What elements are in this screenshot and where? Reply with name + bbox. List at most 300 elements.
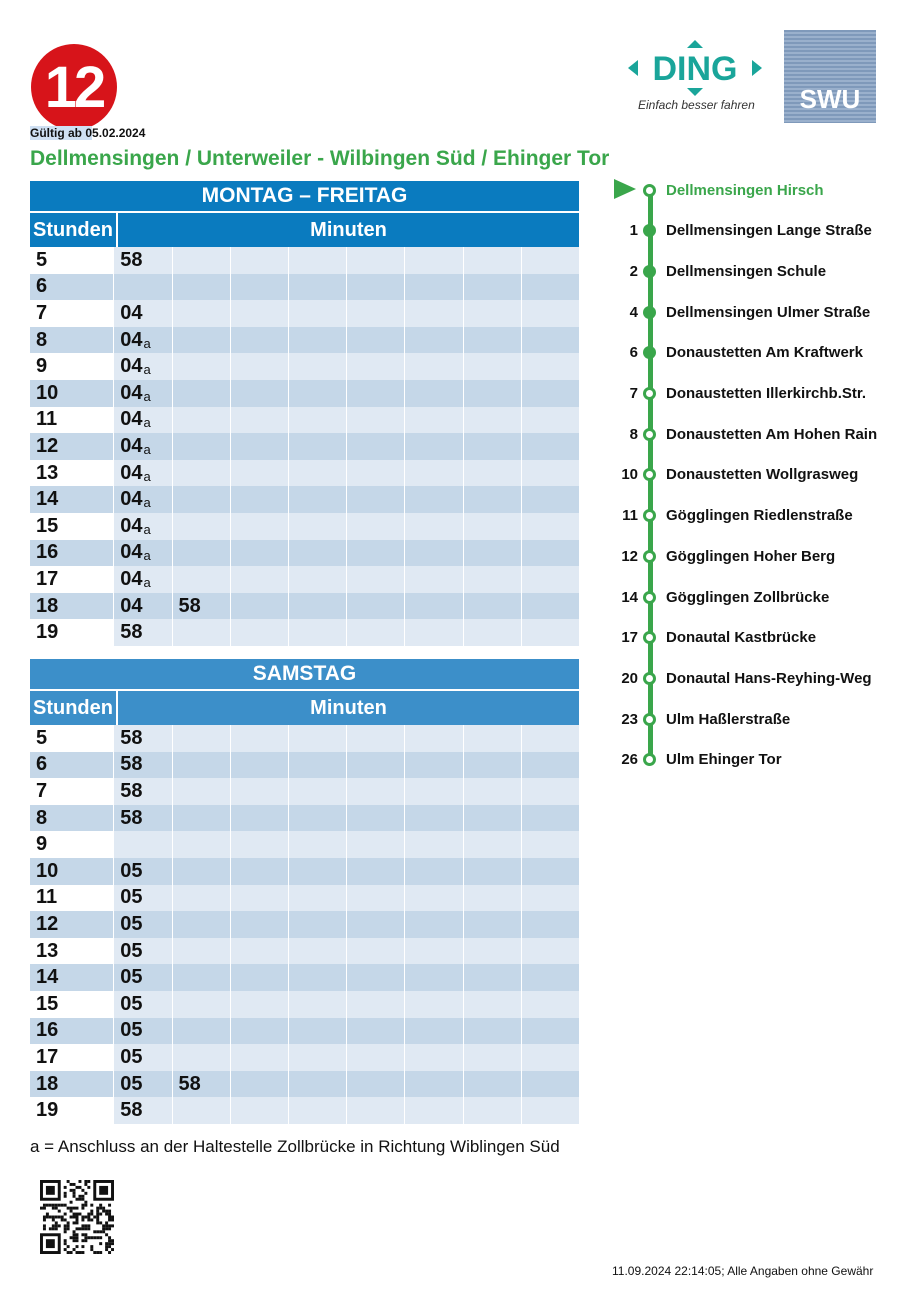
- minute-cell: [463, 274, 521, 301]
- minute-cell: [521, 1097, 579, 1124]
- minute-cell: [404, 778, 462, 805]
- stop-minutes: 20: [621, 669, 638, 687]
- stop-marker-icon: [643, 631, 656, 644]
- hour-cell: 13: [30, 460, 113, 487]
- minute-cell: [346, 805, 404, 832]
- minute-cell: 05: [113, 1071, 171, 1098]
- minute-cell: [404, 513, 462, 540]
- minute-cell: 58: [113, 619, 171, 646]
- minute-cell: [288, 752, 346, 779]
- minute-cell: [346, 327, 404, 354]
- stop-marker-icon: [643, 346, 656, 359]
- minute-cell: [463, 407, 521, 434]
- stop-item: [612, 219, 872, 243]
- minute-cell: [172, 247, 230, 274]
- hour-cell: 17: [30, 1044, 113, 1071]
- minute-cell: [404, 991, 462, 1018]
- minute-cell: [521, 885, 579, 912]
- timetable-row: [30, 725, 579, 752]
- minute-cell: [521, 911, 579, 938]
- minute-cell: [230, 407, 288, 434]
- timetable-row: [30, 300, 579, 327]
- minute-cell: [404, 274, 462, 301]
- minute-cell: [288, 1044, 346, 1071]
- stop-item: [612, 341, 863, 365]
- minute-cell: [521, 964, 579, 991]
- minute-cell: [346, 353, 404, 380]
- minute-cell: [346, 274, 404, 301]
- minute-cell: [230, 540, 288, 567]
- minute-cell: [404, 593, 462, 620]
- minute-cell: [521, 1044, 579, 1071]
- minute-cell: [230, 1097, 288, 1124]
- hour-cell: 16: [30, 540, 113, 567]
- minute-cell: [230, 566, 288, 593]
- minute-cell: [404, 725, 462, 752]
- line-number-badge: 12: [31, 44, 117, 130]
- stop-minutes: 4: [629, 303, 638, 321]
- minute-cell: [230, 327, 288, 354]
- minute-cell: [521, 938, 579, 965]
- footnote: a = Anschluss an der Haltestelle Zollbrücke in Richtung Wiblingen Süd: [30, 1137, 560, 1156]
- stop-name: Donaustetten Wollgrasweg: [666, 466, 859, 484]
- minute-cell: [346, 486, 404, 513]
- minute-cell: [230, 619, 288, 646]
- minute-cell: 04: [113, 593, 171, 620]
- qr-code-icon: [40, 1180, 114, 1254]
- stop-marker-icon: [643, 509, 656, 522]
- minute-cell: [346, 911, 404, 938]
- minute-cell: [230, 778, 288, 805]
- stop-item: [612, 585, 830, 609]
- minute-cell: 58: [113, 805, 171, 832]
- minute-cell: 58: [113, 1097, 171, 1124]
- footnote-marker: a: [143, 441, 151, 457]
- minute-cell: 05: [113, 885, 171, 912]
- hour-cell: 5: [30, 247, 113, 274]
- minute-cell: [404, 858, 462, 885]
- minute-cell: [230, 1018, 288, 1045]
- minute-cell: [521, 433, 579, 460]
- hour-cell: 8: [30, 327, 113, 354]
- ding-text: DING: [652, 50, 738, 88]
- minute-cell: [404, 486, 462, 513]
- minute-cell: [521, 593, 579, 620]
- stop-minutes: 12: [621, 547, 638, 565]
- minute-cell: [346, 433, 404, 460]
- minute-cell: [463, 486, 521, 513]
- minute-cell: [230, 725, 288, 752]
- minute-cell: [288, 566, 346, 593]
- minute-cell: [288, 725, 346, 752]
- route-title: Dellmensingen / Unterweiler - Wilbingen Süd / Ehinger Tor: [30, 147, 610, 170]
- minute-cell: 05: [113, 1044, 171, 1071]
- stop-minutes: 14: [621, 588, 638, 606]
- stop-item: [612, 382, 867, 406]
- minute-cell: [288, 805, 346, 832]
- minute-cell: [172, 1018, 230, 1045]
- stop-item: [612, 463, 859, 487]
- minute-cell: [463, 752, 521, 779]
- minute-cell: [288, 247, 346, 274]
- stop-item: [612, 544, 836, 568]
- minute-cell: [463, 1097, 521, 1124]
- minute-cell: [288, 858, 346, 885]
- footnote-marker: a: [143, 574, 151, 590]
- stop-item: [612, 504, 853, 528]
- stop-name: Ulm Haßlerstraße: [666, 710, 791, 728]
- stop-name: Gögglingen Riedlenstraße: [666, 507, 853, 525]
- minute-cell: [521, 778, 579, 805]
- stop-item: [612, 422, 878, 446]
- minute-cell: [113, 831, 171, 858]
- hour-cell: 7: [30, 300, 113, 327]
- minute-cell: [230, 300, 288, 327]
- minute-cell: [288, 1071, 346, 1098]
- minute-cell: 04: [113, 300, 171, 327]
- minute-cell: [172, 964, 230, 991]
- minute-cell: [230, 1044, 288, 1071]
- minute-cell: [288, 1018, 346, 1045]
- hour-cell: 5: [30, 725, 113, 752]
- minute-cell: [404, 247, 462, 274]
- minute-cell: [230, 460, 288, 487]
- minute-cell: [172, 486, 230, 513]
- minute-cell: [172, 752, 230, 779]
- minute-cell: [172, 566, 230, 593]
- stop-name: Donautal Kastbrücke: [666, 629, 817, 647]
- minute-cell: [172, 911, 230, 938]
- timetable-row: [30, 831, 579, 858]
- minute-cell: [521, 327, 579, 354]
- stop-item: [612, 748, 782, 772]
- minute-cell: [463, 380, 521, 407]
- minute-cell: [346, 300, 404, 327]
- stop-name: Gögglingen Hoher Berg: [666, 547, 836, 565]
- minute-cell: [113, 274, 171, 301]
- timetable-row: [30, 274, 579, 301]
- minute-cell: [230, 938, 288, 965]
- hour-cell: 11: [30, 407, 113, 434]
- hour-cell: 17: [30, 566, 113, 593]
- minute-cell: [230, 858, 288, 885]
- minute-cell: [346, 513, 404, 540]
- stop-minutes: 26: [621, 751, 638, 769]
- footnote-marker: a: [143, 335, 151, 351]
- hour-cell: 12: [30, 433, 113, 460]
- timetable-row: [30, 778, 579, 805]
- stop-minutes: 7: [629, 385, 638, 402]
- stop-minutes: 10: [621, 466, 638, 484]
- minute-cell: [288, 300, 346, 327]
- minute-cell: [230, 353, 288, 380]
- timetable-row: [30, 433, 579, 460]
- stop-marker-icon: [643, 184, 656, 197]
- stop-marker-icon: [643, 387, 656, 400]
- minute-cell: 05: [113, 964, 171, 991]
- minute-cell: [463, 1044, 521, 1071]
- minute-cell: [172, 513, 230, 540]
- hour-cell: 7: [30, 778, 113, 805]
- valid-from: Gültig ab 05.02.2024: [30, 126, 146, 140]
- minute-cell: [521, 353, 579, 380]
- stop-minutes: 2: [629, 262, 638, 280]
- hour-cell: 11: [30, 885, 113, 912]
- hour-cell: 9: [30, 353, 113, 380]
- minute-cell: [404, 380, 462, 407]
- timetable-row: [30, 513, 579, 540]
- minute-cell: [288, 1097, 346, 1124]
- footnote-marker: a: [143, 388, 151, 404]
- minute-cell: [404, 885, 462, 912]
- stop-name: Ulm Ehinger Tor: [666, 751, 782, 769]
- minute-cell: [230, 247, 288, 274]
- minute-cell: [230, 911, 288, 938]
- minute-cell: [346, 407, 404, 434]
- minute-cell: [288, 460, 346, 487]
- swu-logo: SWU: [784, 30, 876, 123]
- minute-cell: [172, 991, 230, 1018]
- minute-cell: [404, 831, 462, 858]
- timetable-row: [30, 486, 579, 513]
- minute-cell: [288, 991, 346, 1018]
- hour-cell: 6: [30, 752, 113, 779]
- ding-logo: [626, 38, 764, 98]
- minute-cell: [404, 300, 462, 327]
- minute-cell: [230, 433, 288, 460]
- stop-item: [612, 300, 871, 324]
- minute-cell: [172, 619, 230, 646]
- hour-cell: 15: [30, 991, 113, 1018]
- minute-cell: 04 $_a$: [113, 433, 171, 460]
- minute-cell: [521, 274, 579, 301]
- hour-cell: 13: [30, 938, 113, 965]
- hour-cell: 10: [30, 858, 113, 885]
- timetable-row: [30, 885, 579, 912]
- timetable-row: [30, 353, 579, 380]
- minute-cell: [172, 885, 230, 912]
- minute-cell: [463, 460, 521, 487]
- stop-minutes: 8: [629, 425, 638, 443]
- minute-cell: [346, 831, 404, 858]
- stop-name: Dellmensingen Schule: [666, 262, 827, 280]
- minute-cell: [463, 1071, 521, 1098]
- footnote-marker: a: [143, 495, 151, 511]
- minute-cell: 04 $_a$: [113, 353, 171, 380]
- minute-cell: [404, 1071, 462, 1098]
- timetable-row: [30, 407, 579, 434]
- minute-cell: [230, 964, 288, 991]
- minute-cell: [346, 778, 404, 805]
- minute-cell: [463, 540, 521, 567]
- minutes-header: Minuten: [118, 691, 579, 725]
- minute-cell: [463, 858, 521, 885]
- footnote-marker: a: [143, 468, 151, 484]
- minute-cell: 58: [113, 725, 171, 752]
- minute-cell: [172, 327, 230, 354]
- timetable-row: [30, 380, 579, 407]
- minute-cell: [288, 353, 346, 380]
- minute-cell: 58: [172, 593, 230, 620]
- minute-cell: [404, 566, 462, 593]
- minute-cell: [404, 540, 462, 567]
- stop-marker-icon: [643, 550, 656, 563]
- minute-cell: [288, 885, 346, 912]
- weekday-timetable: [30, 181, 579, 646]
- stop-name: Dellmensingen Ulmer Straße: [666, 303, 871, 321]
- minute-cell: [346, 619, 404, 646]
- saturday-heading: SAMSTAG: [30, 659, 579, 689]
- footnote-marker: a: [143, 521, 151, 537]
- stop-minutes: 1: [629, 222, 638, 240]
- minute-cell: [521, 858, 579, 885]
- minute-cell: [288, 831, 346, 858]
- minute-cell: [288, 380, 346, 407]
- minute-cell: [172, 778, 230, 805]
- hour-cell: 14: [30, 486, 113, 513]
- stop-name: Donaustetten Am Hohen Rain: [666, 425, 878, 443]
- stop-name: Donaustetten Illerkirchb.Str.: [666, 385, 867, 402]
- minute-cell: [404, 433, 462, 460]
- minute-cell: 04 $_a$: [113, 486, 171, 513]
- minute-cell: [172, 938, 230, 965]
- stop-name: Donaustetten Am Kraftwerk: [666, 344, 863, 362]
- timetable-row: [30, 619, 579, 646]
- minute-cell: [521, 619, 579, 646]
- minute-cell: [288, 433, 346, 460]
- hour-cell: 18: [30, 1071, 113, 1098]
- minute-cell: [172, 407, 230, 434]
- minute-cell: [521, 407, 579, 434]
- minute-cell: [346, 540, 404, 567]
- minute-cell: [463, 433, 521, 460]
- minute-cell: [404, 938, 462, 965]
- minute-cell: [172, 460, 230, 487]
- minute-cell: [288, 619, 346, 646]
- minute-cell: [230, 274, 288, 301]
- minute-cell: [230, 513, 288, 540]
- minute-cell: [230, 486, 288, 513]
- minute-cell: 04 $_a$: [113, 566, 171, 593]
- hour-cell: 10: [30, 380, 113, 407]
- hour-cell: 8: [30, 805, 113, 832]
- timetable-row: [30, 1097, 579, 1124]
- minute-cell: [521, 566, 579, 593]
- stop-item: [612, 626, 817, 650]
- minute-cell: [521, 460, 579, 487]
- minute-cell: [463, 327, 521, 354]
- minute-cell: [404, 353, 462, 380]
- minute-cell: 04 $_a$: [113, 407, 171, 434]
- stop-item: [612, 666, 872, 690]
- stop-name: Dellmensingen Hirsch: [666, 181, 824, 199]
- minute-cell: [346, 885, 404, 912]
- minute-cell: [404, 460, 462, 487]
- stop-name: Dellmensingen Lange Straße: [666, 222, 872, 240]
- stop-marker-icon: [643, 224, 656, 237]
- timetable-row: [30, 566, 579, 593]
- minute-cell: [521, 831, 579, 858]
- minute-cell: [288, 327, 346, 354]
- minute-cell: [346, 858, 404, 885]
- minute-cell: [230, 991, 288, 1018]
- minute-cell: [172, 274, 230, 301]
- minute-cell: [172, 353, 230, 380]
- minute-cell: [521, 1071, 579, 1098]
- minute-cell: [463, 725, 521, 752]
- timetable-row: [30, 460, 579, 487]
- minute-cell: [521, 540, 579, 567]
- hour-cell: 14: [30, 964, 113, 991]
- footnote-marker: a: [143, 548, 151, 564]
- minute-cell: 04 $_a$: [113, 380, 171, 407]
- minute-cell: [172, 831, 230, 858]
- minute-cell: 04 $_a$: [113, 327, 171, 354]
- hours-header: Stunden: [30, 691, 116, 725]
- stop-marker-icon: [643, 428, 656, 441]
- minute-cell: [172, 805, 230, 832]
- minute-cell: [463, 513, 521, 540]
- minute-cell: [172, 300, 230, 327]
- minute-cell: 04 $_a$: [113, 513, 171, 540]
- minute-cell: [463, 247, 521, 274]
- minute-cell: [172, 858, 230, 885]
- minute-cell: [404, 407, 462, 434]
- ding-slogan: Einfach besser fahren: [638, 98, 755, 112]
- minute-cell: [521, 380, 579, 407]
- minute-cell: [288, 540, 346, 567]
- timestamp: 11.09.2024 22:14:05; Alle Angaben ohne Gewähr: [612, 1264, 874, 1278]
- minute-cell: [288, 407, 346, 434]
- timetable-row: [30, 938, 579, 965]
- hour-cell: 19: [30, 1097, 113, 1124]
- minutes-header: Minuten: [118, 213, 579, 247]
- minute-cell: [404, 964, 462, 991]
- minute-cell: [463, 911, 521, 938]
- minute-cell: [346, 1018, 404, 1045]
- minute-cell: [172, 540, 230, 567]
- stop-minutes: 17: [621, 629, 638, 647]
- timetable-row: [30, 805, 579, 832]
- minute-cell: [346, 593, 404, 620]
- minute-cell: 58: [172, 1071, 230, 1098]
- minute-cell: [521, 300, 579, 327]
- minute-cell: 05: [113, 991, 171, 1018]
- footnote-marker: a: [143, 415, 151, 431]
- minute-cell: [521, 247, 579, 274]
- minute-cell: [521, 1018, 579, 1045]
- timetable-row: [30, 1071, 579, 1098]
- minute-cell: [230, 1071, 288, 1098]
- minute-cell: [288, 486, 346, 513]
- minute-cell: [463, 353, 521, 380]
- minute-cell: [463, 1018, 521, 1045]
- hour-cell: 16: [30, 1018, 113, 1045]
- minute-cell: 05: [113, 1018, 171, 1045]
- minute-cell: [463, 964, 521, 991]
- minute-cell: [346, 247, 404, 274]
- minute-cell: [230, 831, 288, 858]
- minute-cell: 04 $_a$: [113, 540, 171, 567]
- stop-marker-icon: [643, 265, 656, 278]
- minute-cell: [404, 1018, 462, 1045]
- minute-cell: [172, 1097, 230, 1124]
- minute-cell: [404, 805, 462, 832]
- hour-cell: 6: [30, 274, 113, 301]
- minute-cell: [346, 1071, 404, 1098]
- hours-header: Stunden: [30, 213, 116, 247]
- timetable-row: [30, 991, 579, 1018]
